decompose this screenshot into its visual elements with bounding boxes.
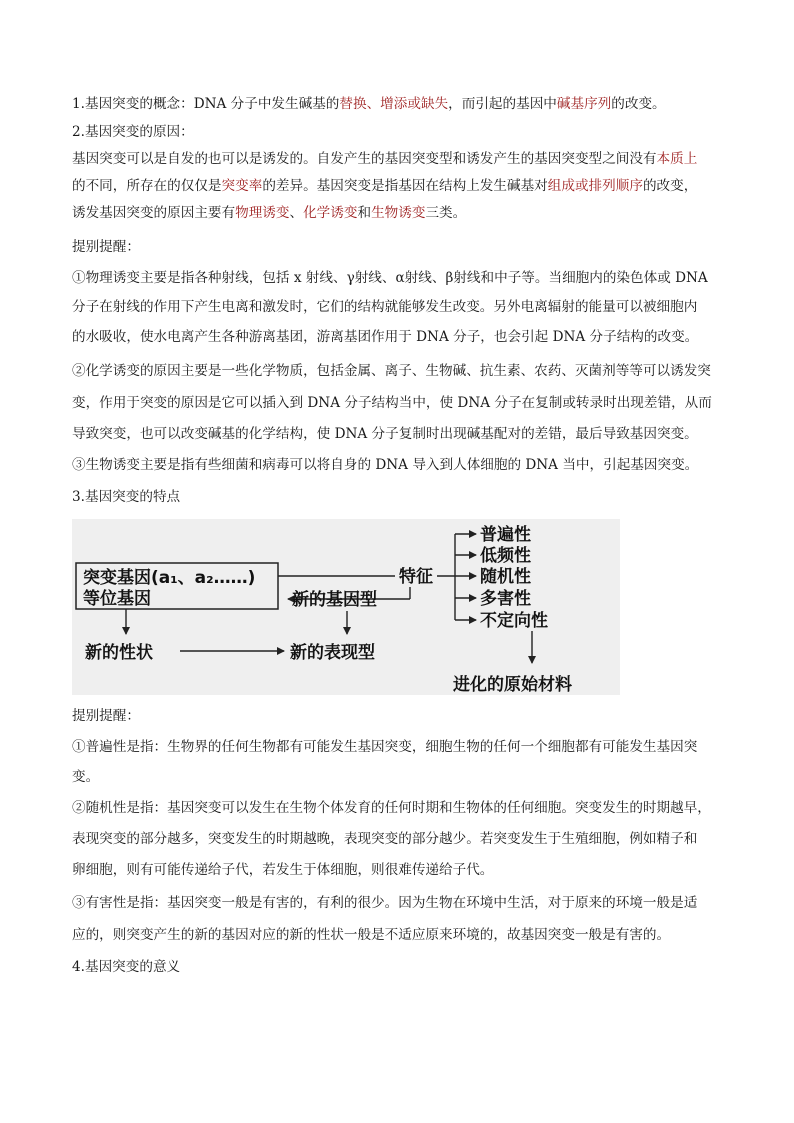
text-span: 的改变。 bbox=[611, 96, 666, 112]
highlight-span: 化学诱变 bbox=[303, 205, 358, 221]
highlight-span: 碱基序列 bbox=[556, 96, 612, 112]
paragraph-line: 的水吸收，使水电离产生各种游离基团，游离基团作用于 DNA 分子，也会引起 DNA 分子结构的改变。 bbox=[72, 329, 699, 345]
tip-heading: 提别提醒： bbox=[72, 239, 140, 255]
new-phenotype-label: 新的表现型 bbox=[290, 643, 375, 663]
text-span: 1.基因突变的概念：DNA 分子中发生碱基的 bbox=[72, 96, 340, 112]
paragraph-line: 变。 bbox=[72, 769, 100, 785]
trait-label: 随机性 bbox=[480, 567, 531, 587]
highlight-span: 生物诱变 bbox=[371, 205, 426, 221]
trait-label: 低频性 bbox=[480, 546, 531, 566]
paragraph-line bbox=[72, 149, 697, 169]
paragraph-line: 分子在射线的作用下产生电离和激发时，它们的结构就能够发生改变。另外电离辐射的能量可以被细胞内 bbox=[72, 299, 698, 315]
text-span: 的不同，所存在的仅仅是 bbox=[72, 178, 222, 194]
section-heading-significance: 4.基因突变的意义 bbox=[72, 959, 181, 975]
text-span: 基因突变可以是自发的也可以是诱发的。自发产生的基因突变型和诱发产生的基因突变型之间没有 bbox=[72, 151, 657, 167]
trait-label: 普遍性 bbox=[480, 525, 531, 545]
feature-label: 特征 bbox=[399, 567, 433, 587]
new-trait-label: 新的性状 bbox=[85, 643, 153, 663]
mutation-features-diagram bbox=[72, 519, 620, 695]
evolution-label: 进化的原始材料 bbox=[453, 675, 572, 695]
text-span: 的差异。基因突变是指基因在结构上发生碱基对 bbox=[262, 178, 548, 194]
highlight-span: 物理诱变 bbox=[235, 205, 290, 221]
paragraph-line bbox=[72, 176, 697, 196]
diagram-svg bbox=[72, 519, 620, 695]
paragraph-line: ③生物诱变主要是指有些细菌和病毒可以将自身的 DNA 导入到人体细胞的 DNA 当中，引起基因突变。 bbox=[72, 457, 699, 473]
paragraph-line: ①普遍性是指：生物界的任何生物都有可能发生基因突变，细胞生物的任何一个细胞都有可能发生基因突 bbox=[72, 739, 698, 755]
tip-heading: 提别提醒： bbox=[72, 708, 140, 724]
paragraph-line: 应的，则突变产生的新的基因对应的新的性状一般是不适应原来环境的，故基因突变一般是有害的。 bbox=[72, 927, 671, 943]
concept-line bbox=[72, 94, 666, 114]
text-span: ，而引起的基因中 bbox=[448, 96, 557, 112]
trait-label: 不定向性 bbox=[480, 611, 548, 631]
paragraph-line: ②随机性是指：基因突变可以发生在生物个体发育的任何时期和生物体的任何细胞。突变发生的时期越早， bbox=[72, 800, 711, 816]
section-heading-cause: 2.基因突变的原因： bbox=[72, 124, 194, 140]
trait-label: 多害性 bbox=[480, 589, 531, 609]
paragraph-line: 导致突变，也可以改变碱基的化学结构，使 DNA 分子复制时出现碱基配对的差错，最后导致基因突变。 bbox=[72, 426, 698, 442]
section-heading-features: 3.基因突变的特点 bbox=[72, 489, 181, 505]
text-span: 三类。 bbox=[425, 205, 467, 221]
highlight-span: 突变率 bbox=[221, 178, 263, 194]
text-span: 的改变， bbox=[642, 178, 698, 194]
paragraph-line: 卵细胞，则有可能传递给子代，若发生于体细胞，则很难传递给子代。 bbox=[72, 862, 494, 878]
text-span: 、 bbox=[289, 205, 304, 221]
highlight-span: 本质上 bbox=[656, 151, 698, 167]
paragraph-line bbox=[72, 203, 466, 223]
highlight-span: 替换、增添或缺失 bbox=[339, 96, 449, 112]
new-genotype-label: 新的基因型 bbox=[292, 590, 377, 610]
paragraph-line: ②化学诱变的原因主要是一些化学物质，包括金属、离子、生物碱、抗生素、农药、灭菌剂等等可以诱发突 bbox=[72, 363, 711, 379]
box-line-1: 突变基因(a₁、a₂……) bbox=[83, 568, 256, 588]
paragraph-line: ①物理诱变主要是指各种射线，包括 x 射线、γ射线、α射线、β射线和中子等。当细胞内的染色体或 DNA bbox=[72, 270, 708, 286]
paragraph-line: 表现突变的部分越多，突变发生的时期越晚，表现突变的部分越少。若突变发生于生殖细胞，例如精子和 bbox=[72, 831, 698, 847]
paragraph-line: 变，作用于突变的原因是它可以插入到 DNA 分子结构当中，使 DNA 分子在复制或转录时出现差错，从而 bbox=[72, 395, 712, 411]
box-line-2: 等位基因 bbox=[83, 589, 151, 609]
highlight-span: 组成或排列顺序 bbox=[547, 178, 643, 194]
paragraph-line: ③有害性是指：基因突变一般是有害的，有利的很少。因为生物在环境中生活，对于原来的环境一般是适 bbox=[72, 895, 698, 911]
text-span: 和 bbox=[357, 205, 372, 221]
text-span: 诱发基因突变的原因主要有 bbox=[72, 205, 236, 221]
